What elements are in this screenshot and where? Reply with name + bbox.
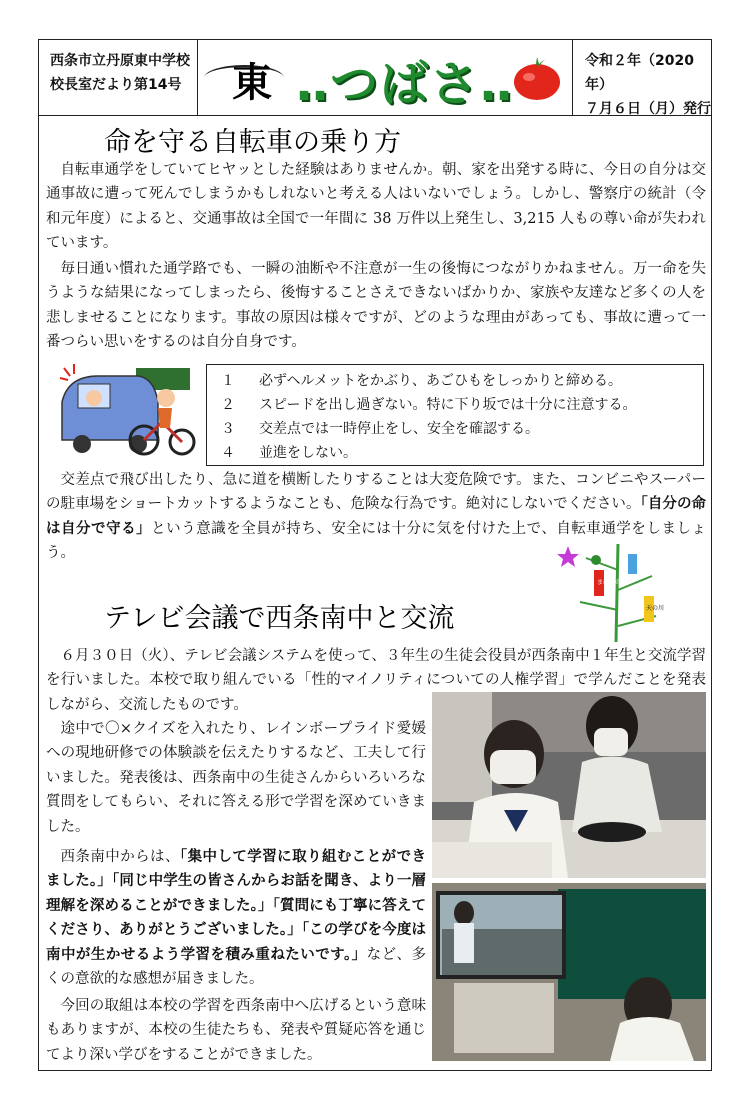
- date-day: ７月６日（月）発行: [585, 101, 711, 117]
- article1-heading: 命を守る自転車の乗り方: [104, 127, 401, 158]
- rule-item: ２ スピードを出し過ぎない。特に下り坂では十分に注意する。: [221, 397, 637, 413]
- newsletter-header: [38, 39, 712, 116]
- emphasis-text: 「集中して学習に取り組むことができました。」「同じ中学生の皆さんからお話を聞き、より一層理解を深めることができました。」「質問にも丁寧に答えてくださり、ありがとうございました。」「この学びを今度は南中が生かせるよう学習を積み重ねたいです。」: [46, 849, 427, 963]
- classroom-screen-photo: [432, 883, 706, 1061]
- issue-date: [572, 39, 712, 115]
- rule-item: ４ 並進をしない。: [221, 445, 357, 461]
- rule-item: １ 必ずヘルメットをかぶり、あごひもをしっかりと締める。: [221, 373, 623, 389]
- safety-rules-box: [206, 364, 704, 466]
- tanabata-tag: まほうの: [597, 579, 622, 586]
- rule-item: ３ 交差点では一時停止をし、安全を確認する。: [221, 421, 539, 437]
- article1-paragraph2: 毎日通い慣れた通学路でも、一瞬の油断や不注意が一生の後悔につながりかねません。万一命を失うような結果になってしまったら、後悔することさえできないばかりか、家族や友達など多くの人を悲しませることになります。事故の原因は様々ですが、どのような理由があっても、事故に遭って一番つらい思いをするのは自分自身です。: [46, 261, 706, 351]
- tanabata-illustration: [556, 540, 674, 644]
- masthead: [198, 39, 572, 115]
- tanabata-tag: 天の川: [646, 605, 665, 612]
- article2-paragraph4: 今回の取組は本校の学習を西条南中へ広げるという意味もありますが、本校の生徒たちも、発表や質疑応答を通じてより深い学びをすることができました。: [46, 998, 426, 1063]
- newsletter-title: ‥つばさ‥: [296, 56, 515, 112]
- issue-number: 校長室だより第14号: [50, 77, 182, 93]
- article2-paragraph2: 途中で〇×クイズを入れたり、レインボープライド愛媛への現地研修での体験談を伝えたりするなど、工夫して行いました。発表後は、西条南中の生徒さんからいろいろな質問をしてもらい、それに答える形で学習を深めていきました。: [46, 721, 426, 835]
- article2-paragraph1: ６月３０日（火）、テレビ会議システムを使って、３年生の生徒会役員が西条南中１年生と交流学習を行いました。本校で取り組んでいる「性的マイノリティについての人権学習」で学んだことを発表しながら、交流したものです。: [46, 648, 706, 713]
- school-info: [38, 39, 198, 115]
- article2-heading: テレビ会議で西条南中と交流: [104, 603, 455, 634]
- logo-kanji: 東: [232, 60, 272, 106]
- article2-paragraph3: 西条南中からは、「集中して学習に取り組むことができました。」「同じ中学生の皆さんからお話を聞き、より一層理解を深めることができました。」「質問にも丁寧に答えてくださり、ありがとうございました。」「この学びを今度は南中が生かせるよう学習を積み重ねたいです。」など、多くの意欲的な感想が届きました。: [46, 849, 427, 988]
- article1-paragraph1: 自転車通学をしていてヒヤッとした経験はありませんか。朝、家を出発する時に、今日の自分は交通事故に遭って死んでしまうかもしれないと考える人はいないでしょう。しかし、警察庁の統計（令和元年度）によると、交通事故は全国で一年間に 38 万件以上発生し、3,215 人もの尊い命が失われています。: [46, 162, 706, 252]
- date-year: 令和２年（2020年）: [585, 53, 694, 93]
- emphasis-text: 「自分の命は自分で守る」: [46, 496, 707, 537]
- article1-paragraph3: 交差点で飛び出したり、急に道を横断したりすることは大変危険です。また、コンビニやスーパーの駐車場をショートカットするようなことも、危険な行為です。絶対にしないでください。「自分の命は自分で守る」という意識を全員が持ち、安全には十分に気を付けた上で、自転車通学をしましょう。: [46, 472, 707, 562]
- students-video-conference-photo: [432, 692, 706, 878]
- school-name: 西条市立丹原東中学校: [50, 53, 190, 69]
- bicycle-accident-illustration: [58, 362, 198, 462]
- tomato-icon: [512, 55, 562, 101]
